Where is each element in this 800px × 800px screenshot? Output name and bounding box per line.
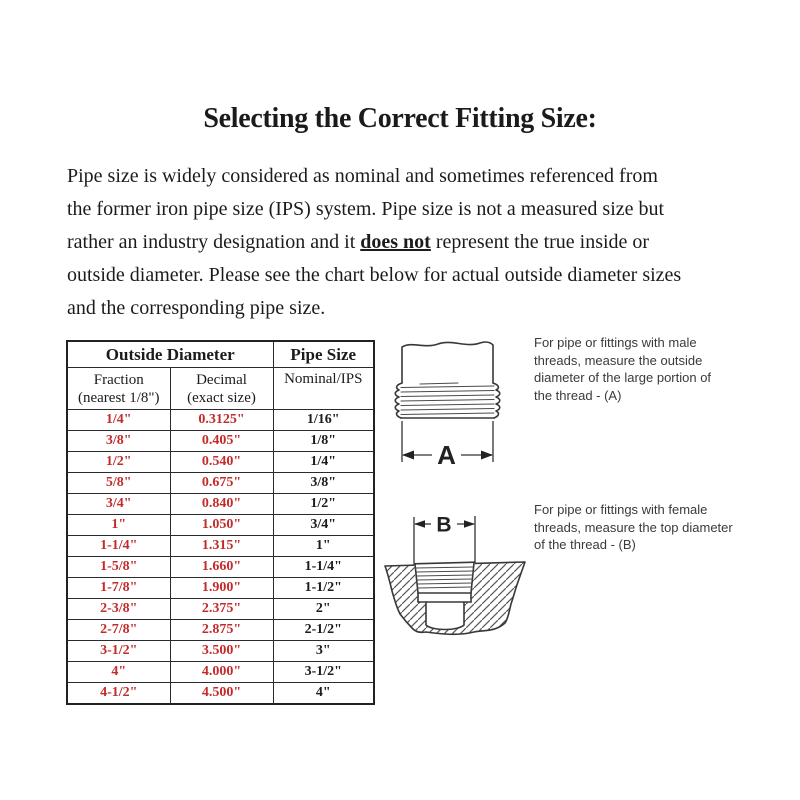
fraction-cell: 3/4" <box>67 494 170 515</box>
table-row <box>67 473 374 494</box>
fraction-cell: 3/8" <box>67 431 170 452</box>
fraction-cell: 1-1/4" <box>67 536 170 557</box>
table-header <box>67 341 374 410</box>
fraction-cell: 4-1/2" <box>67 683 170 705</box>
nominal-cell: 3" <box>273 641 374 662</box>
female-thread-diagram <box>378 492 533 642</box>
column-header: Nominal/IPS <box>273 368 374 410</box>
caption-line: the thread - (A) <box>534 387 622 403</box>
decimal-cell: 1.050" <box>170 515 273 536</box>
caption-line: of the thread - (B) <box>534 537 636 553</box>
intro-line <box>67 292 757 325</box>
body-text: Pipe size is widely considered as nominal and sometimes referenced from <box>67 165 658 187</box>
thread-lines <box>401 383 494 415</box>
thread-cavity <box>414 563 475 603</box>
female-thread-caption <box>534 501 769 554</box>
male-thread-diagram <box>390 328 505 468</box>
fraction-cell: 1" <box>67 515 170 536</box>
body-text: and the corresponding pipe size. <box>67 297 326 319</box>
table-row <box>67 641 374 662</box>
nominal-cell: 1/2" <box>273 494 374 515</box>
nominal-cell: 3/8" <box>273 473 374 494</box>
table-row <box>67 536 374 557</box>
fraction-cell: 1/4" <box>67 410 170 431</box>
column-header: Decimal (exact size) <box>170 368 273 410</box>
body-text: rather an industry designation and it <box>67 231 361 253</box>
decimal-cell: 0.540" <box>170 452 273 473</box>
decimal-cell: 4.000" <box>170 662 273 683</box>
table-row <box>67 620 374 641</box>
arrow-right-icon <box>464 520 475 528</box>
table-row <box>67 494 374 515</box>
intro-line <box>67 193 757 226</box>
body-text: outside diameter. Please see the chart below for actual outside diameter sizes <box>67 264 682 286</box>
nominal-cell: 2" <box>273 599 374 620</box>
body-text: represent the true inside or <box>430 231 650 253</box>
decimal-cell: 1.315" <box>170 536 273 557</box>
nominal-cell: 1" <box>273 536 374 557</box>
group-header: Pipe Size <box>273 341 374 368</box>
caption-line: diameter of the large portion of <box>534 370 712 386</box>
nominal-cell: 1/4" <box>273 452 374 473</box>
table-row <box>67 599 374 620</box>
decimal-cell: 0.840" <box>170 494 273 515</box>
male-thread-caption <box>534 334 759 404</box>
decimal-cell: 1.660" <box>170 557 273 578</box>
decimal-cell: 4.500" <box>170 683 273 705</box>
table-row <box>67 452 374 473</box>
caption-line: For pipe or fittings with male <box>534 335 697 350</box>
fraction-cell: 1-7/8" <box>67 578 170 599</box>
pipe-body-outline <box>402 342 493 383</box>
table-row <box>67 683 374 705</box>
decimal-cell: 2.875" <box>170 620 273 641</box>
body-text: the former iron pipe size (IPS) system. Pipe size is not a measured size but <box>67 198 665 220</box>
fraction-cell: 1/2" <box>67 452 170 473</box>
nominal-cell: 2-1/2" <box>273 620 374 641</box>
intro-line <box>67 160 757 193</box>
caption-line: threads, measure the top diameter <box>534 519 733 535</box>
arrow-right-icon <box>481 451 493 460</box>
decimal-cell: 2.375" <box>170 599 273 620</box>
dimension-a-label: A <box>437 440 456 468</box>
dimension-b <box>414 514 475 564</box>
decimal-cell: 1.900" <box>170 578 273 599</box>
arrow-left-icon <box>402 451 414 460</box>
table-row <box>67 557 374 578</box>
bore-cavity <box>426 602 464 630</box>
table-row <box>67 431 374 452</box>
decimal-cell: 3.500" <box>170 641 273 662</box>
arrow-left-icon <box>414 520 425 528</box>
fraction-cell: 2-3/8" <box>67 599 170 620</box>
fraction-cell: 3-1/2" <box>67 641 170 662</box>
nominal-cell: 4" <box>273 683 374 705</box>
fraction-cell: 5/8" <box>67 473 170 494</box>
nominal-cell: 3/4" <box>273 515 374 536</box>
pipe-size-table <box>66 340 375 705</box>
nominal-cell: 1/16" <box>273 410 374 431</box>
dimension-a <box>402 421 493 468</box>
dimension-b-label: B <box>436 513 452 537</box>
emphasized-text: does not <box>360 231 431 253</box>
table-row <box>67 515 374 536</box>
table-row <box>67 578 374 599</box>
decimal-cell: 0.675" <box>170 473 273 494</box>
fraction-cell: 4" <box>67 662 170 683</box>
intro-paragraph <box>67 160 757 325</box>
decimal-cell: 0.405" <box>170 431 273 452</box>
fraction-cell: 2-7/8" <box>67 620 170 641</box>
nominal-cell: 1/8" <box>273 431 374 452</box>
table-body <box>67 410 374 705</box>
caption-line: For pipe or fittings with female <box>534 502 708 517</box>
nominal-cell: 3-1/2" <box>273 662 374 683</box>
table-row <box>67 662 374 683</box>
page-title: Selecting the Correct Fitting Size: <box>203 103 597 134</box>
nominal-cell: 1-1/2" <box>273 578 374 599</box>
nominal-cell: 1-1/4" <box>273 557 374 578</box>
caption-line: threads, measure the outside <box>534 352 703 368</box>
fraction-cell: 1-5/8" <box>67 557 170 578</box>
intro-line <box>67 226 757 259</box>
column-header: Fraction (nearest 1/8") <box>67 368 170 410</box>
group-header: Outside Diameter <box>67 341 273 368</box>
table-row <box>67 410 374 431</box>
intro-line <box>67 259 757 292</box>
decimal-cell: 0.3125" <box>170 410 273 431</box>
